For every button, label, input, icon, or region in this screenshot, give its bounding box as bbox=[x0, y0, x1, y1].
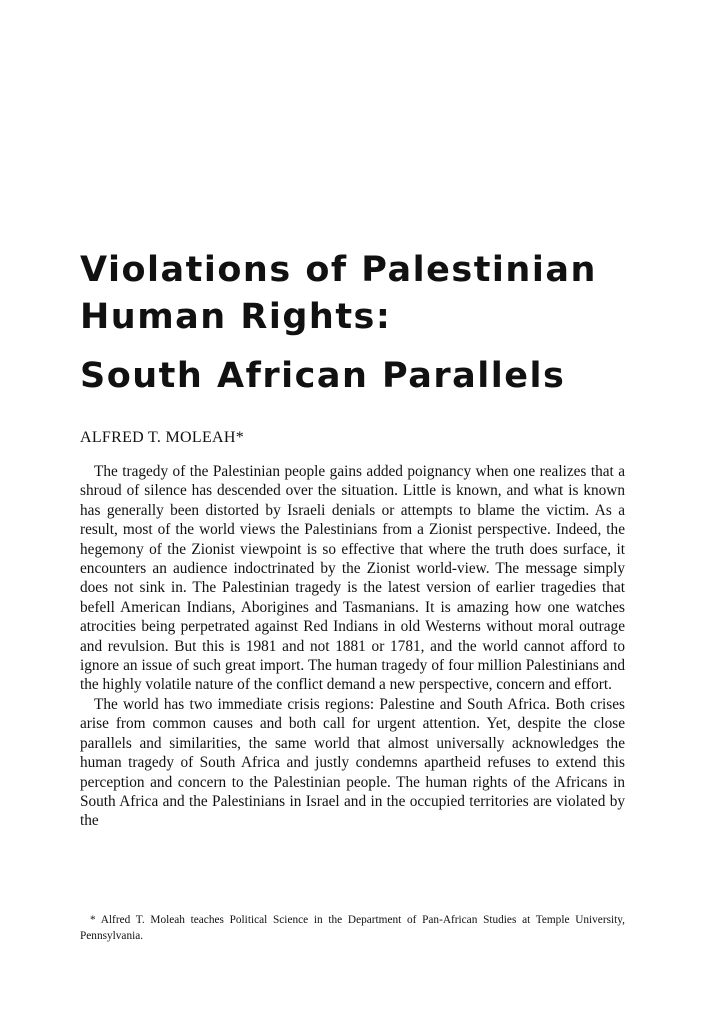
footnote-text: * Alfred T. Moleah teaches Political Science in the Department of Pan-African Studies at Temple University, Pennsylvania. bbox=[80, 914, 625, 942]
article-title-line-1: Violations of Palestinian bbox=[80, 250, 597, 290]
body-paragraph-2: The world has two immediate crisis regions: Palestine and South Africa. Both crises arise from common causes and both call for urgent attention. Yet, despite the close parallels and similarities, the same world that almost universally acknowledges the human tragedy of South Africa and justly condemns apartheid refuses to extend this perception and concern to the Palestinian people. The human rights of the Africans in South Africa and the Palestinians in Israel and in the occupied territories are violated by the bbox=[80, 695, 625, 830]
author-name: ALFRED T. MOLEAH* bbox=[80, 429, 245, 446]
article-title-line-2: Human Rights: bbox=[80, 297, 392, 337]
article-body bbox=[80, 462, 625, 831]
article-title-line-3: South African Parallels bbox=[80, 356, 566, 396]
body-paragraph-1: The tragedy of the Palestinian people gains added poignancy when one realizes that a shroud of silence has descended over the situation. Little is known, and what is known has generally been distorted by Israeli denials or attempts to blame the victim. As a result, most of the world views the Palestinians from a Zionist perspective. Indeed, the hegemony of the Zionist viewpoint is so effective that where the truth does surface, it encounters an audience indoctrinated by the Zionist world-view. The message simply does not sink in. The Palestinian tragedy is the latest version of earlier tragedies that befell American Indians, Aborigines and Tasmanians. It is amazing how one watches atrocities being perpetrated against Red Indians in old Westerns without moral outrage and revulsion. But this is 1981 and not 1881 or 1781, and the world cannot afford to ignore an issue of such great import. The human tragedy of four million Palestinians and the highly volatile nature of the conflict demand a new perspective, concern and effort. bbox=[80, 463, 625, 694]
author-footnote bbox=[80, 912, 625, 944]
